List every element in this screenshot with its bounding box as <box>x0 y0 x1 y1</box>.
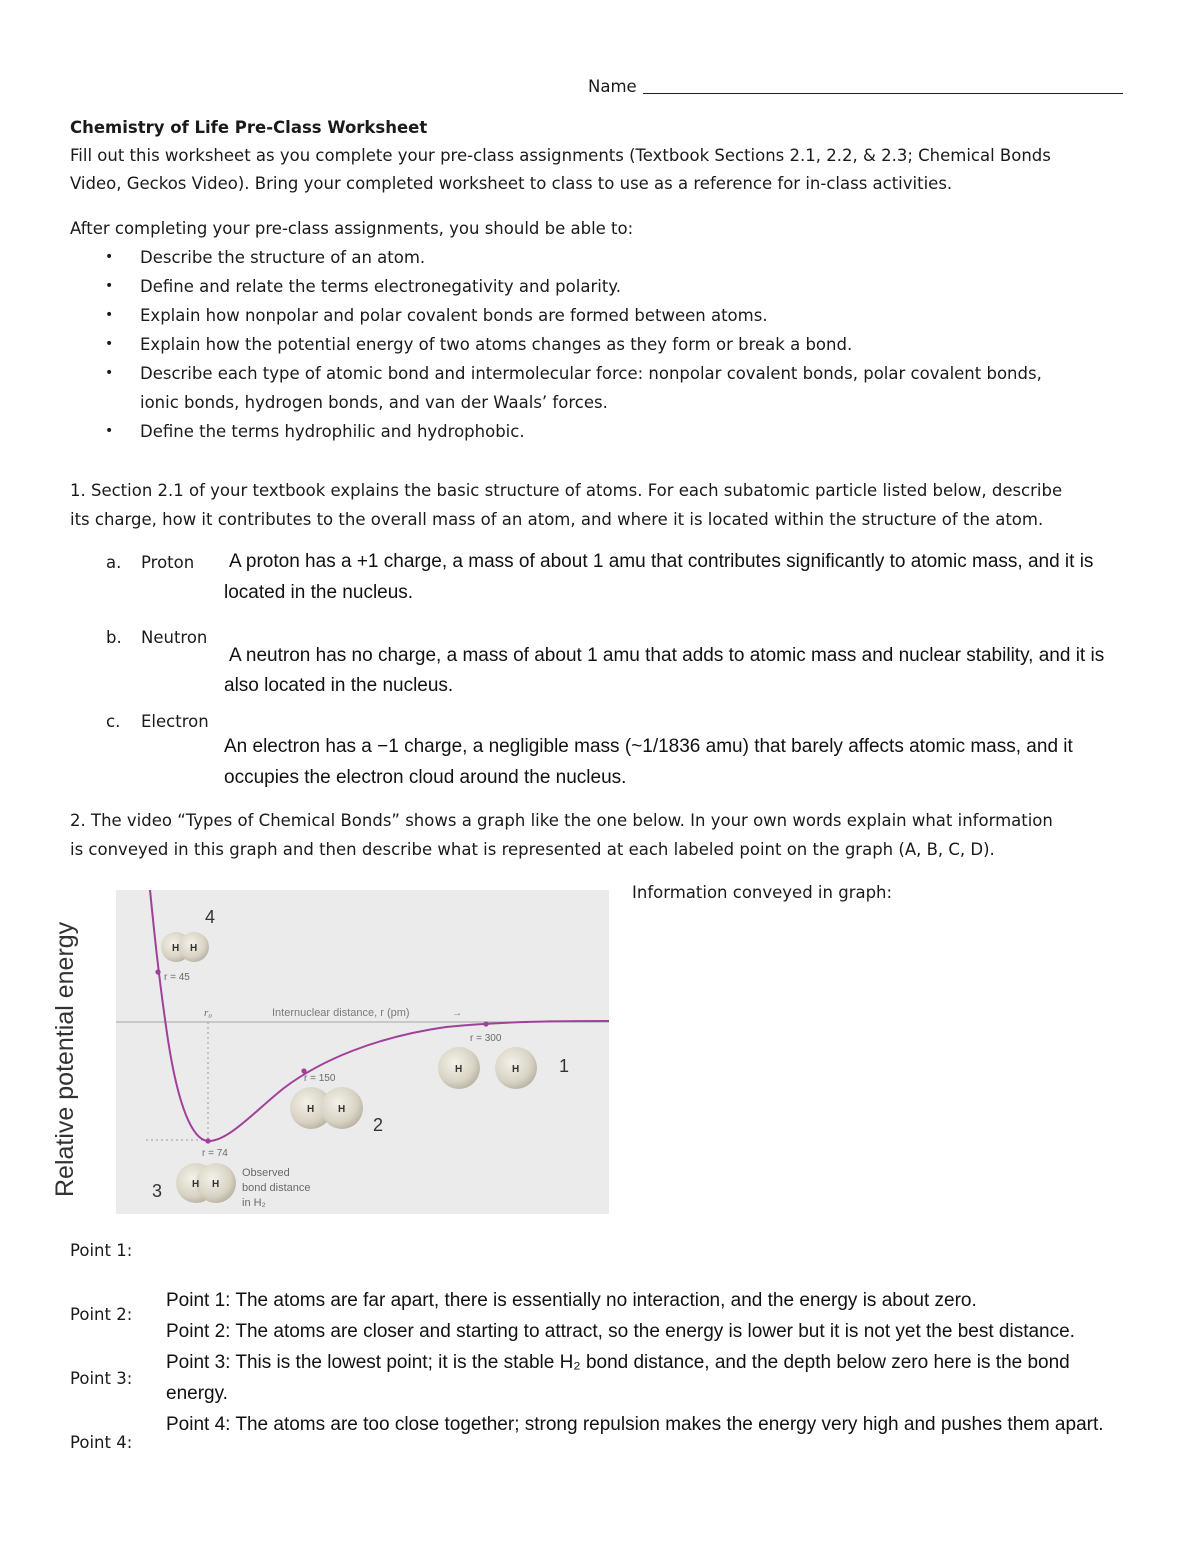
h-atom-4b-symbol: H <box>190 943 198 954</box>
point-4-label: Point 4: <box>70 1433 133 1452</box>
observed-label-line-2: bond distance <box>242 1182 311 1194</box>
observed-label-line-3: in H₂ <box>242 1197 266 1209</box>
potential-energy-graph-svg <box>116 890 609 1214</box>
x-axis-arrow: → <box>452 1008 462 1019</box>
point-3-answer-line-2[interactable]: energy. <box>166 1383 228 1404</box>
point-2-number: 2 <box>373 1115 384 1135</box>
point-1-label: Point 1: <box>70 1241 133 1260</box>
q2-prompt-line-2: is conveyed in this graph and then describe what is represented at each labeled point on the graph (A, B, C, D). <box>70 840 995 859</box>
objective-item: • Explain how nonpolar and polar covalent bonds are formed between atoms. <box>100 301 1042 330</box>
objective-item: • Define and relate the terms electronegativity and polarity. <box>100 272 1042 301</box>
point-3-number: 3 <box>152 1181 163 1201</box>
bullet-icon: • <box>105 365 114 381</box>
q1-item-letter-b: b. <box>106 628 122 647</box>
name-line[interactable] <box>643 73 1123 94</box>
info-conveyed-label: Information conveyed in graph: <box>632 883 893 902</box>
name-field[interactable] <box>588 72 1123 101</box>
curve-point-3-marker <box>205 1138 210 1143</box>
y-axis-label: Relative potential energy <box>51 921 79 1197</box>
point-3-r-label: r = 74 <box>202 1148 228 1159</box>
name-label: Name <box>588 77 637 96</box>
curve-point-4-marker <box>155 969 160 974</box>
point-1-r-label: r = 300 <box>470 1033 502 1044</box>
bullet-icon: • <box>105 249 114 265</box>
r0-label: r₀ <box>204 1007 213 1019</box>
h-atom-4a-symbol: H <box>172 943 180 954</box>
point-4-answer[interactable]: Point 4: The atoms are too close together; strong repulsion makes the energy very high and pushes them apart. <box>166 1414 1104 1435</box>
objective-item: • Define the terms hydrophilic and hydrophobic. <box>100 417 1042 446</box>
observed-label-line-1: Observed <box>242 1167 290 1179</box>
point-2-answer[interactable]: Point 2: The atoms are closer and starting to attract, so the energy is lower but it is not yet the best distance. <box>166 1321 1075 1342</box>
point-2-label: Point 2: <box>70 1305 133 1324</box>
point-1-answer[interactable]: Point 1: The atoms are far apart, there is essentially no interaction, and the energy is about zero. <box>166 1290 977 1311</box>
q2-prompt-line-1: 2. The video “Types of Chemical Bonds” shows a graph like the one below. In your own words explain what information <box>70 811 1053 830</box>
proton-answer-line-2[interactable]: located in the nucleus. <box>224 582 414 603</box>
h-atom-3b-symbol: H <box>212 1179 220 1190</box>
objectives-intro: After completing your pre-class assignments, you should be able to: <box>70 219 634 238</box>
intro-line-2: Video, Geckos Video). Bring your completed worksheet to class to use as a reference for in-class activities. <box>70 174 953 193</box>
q1-item-letter-c: c. <box>106 712 121 731</box>
h-atom-1b-symbol: H <box>512 1064 520 1075</box>
q1-prompt-line-2: its charge, how it contributes to the overall mass of an atom, and where it is located within the structure of the atom. <box>70 510 1044 529</box>
bullet-icon: • <box>105 423 114 439</box>
bullet-icon: • <box>105 278 114 294</box>
h-atom-2b-symbol: H <box>338 1104 346 1115</box>
q1-item-letter-a: a. <box>106 553 122 572</box>
electron-answer-line-2[interactable]: occupies the electron cloud around the nucleus. <box>224 767 627 788</box>
h-atom-3a-symbol: H <box>192 1179 200 1190</box>
neutron-answer-line-2[interactable]: also located in the nucleus. <box>224 675 454 696</box>
point-4-r-label: r = 45 <box>164 972 190 983</box>
curve-point-1-marker <box>483 1021 488 1026</box>
point-3-answer-line-1[interactable]: Point 3: This is the lowest point; it is the stable H₂ bond distance, and the depth below zero here is the bond <box>166 1352 1070 1373</box>
neutron-answer-line-1[interactable]: A neutron has no charge, a mass of about 1 amu that adds to atomic mass and nuclear stability, and it is <box>229 645 1105 666</box>
point-1-number: 1 <box>559 1056 570 1076</box>
point-4-number: 4 <box>205 907 216 927</box>
objective-item: • Describe each type of atomic bond and intermolecular force: nonpolar covalent bonds, polar covalent bonds, <box>100 359 1042 388</box>
potential-energy-graph <box>116 890 609 1214</box>
point-2-r-label: r = 150 <box>304 1073 336 1084</box>
objective-item: • Explain how the potential energy of two atoms changes as they form or break a bond. <box>100 330 1042 359</box>
q1-item-label-proton: Proton <box>141 553 195 572</box>
electron-answer-line-1[interactable]: An electron has a −1 charge, a negligible mass (~1/1836 amu) that barely affects atomic mass, and it <box>224 736 1073 757</box>
point-3-label: Point 3: <box>70 1369 133 1388</box>
q1-item-label-electron: Electron <box>141 712 209 731</box>
objectives-list <box>100 243 1042 446</box>
x-axis-label: Internuclear distance, r (pm) <box>272 1007 410 1019</box>
objective-item: • Describe the structure of an atom. <box>100 243 1042 272</box>
intro-line-1: Fill out this worksheet as you complete your pre-class assignments (Textbook Sections 2.1, 2.2, & 2.3; Chemical Bonds <box>70 146 1051 165</box>
bullet-icon: • <box>105 307 114 323</box>
proton-answer-line-1[interactable]: A proton has a +1 charge, a mass of about 1 amu that contributes significantly to atomic mass, and it is <box>229 551 1094 572</box>
h-atom-2a-symbol: H <box>307 1104 315 1115</box>
h-atom-1a-symbol: H <box>455 1064 463 1075</box>
q1-prompt-line-1: 1. Section 2.1 of your textbook explains the basic structure of atoms. For each subatomic particle listed below, describe <box>70 481 1063 500</box>
bullet-icon: • <box>105 336 114 352</box>
q1-item-label-neutron: Neutron <box>141 628 208 647</box>
objective-item-continuation: ionic bonds, hydrogen bonds, and van der Waals’ forces. <box>140 393 608 412</box>
page-title: Chemistry of Life Pre-Class Worksheet <box>70 118 428 137</box>
